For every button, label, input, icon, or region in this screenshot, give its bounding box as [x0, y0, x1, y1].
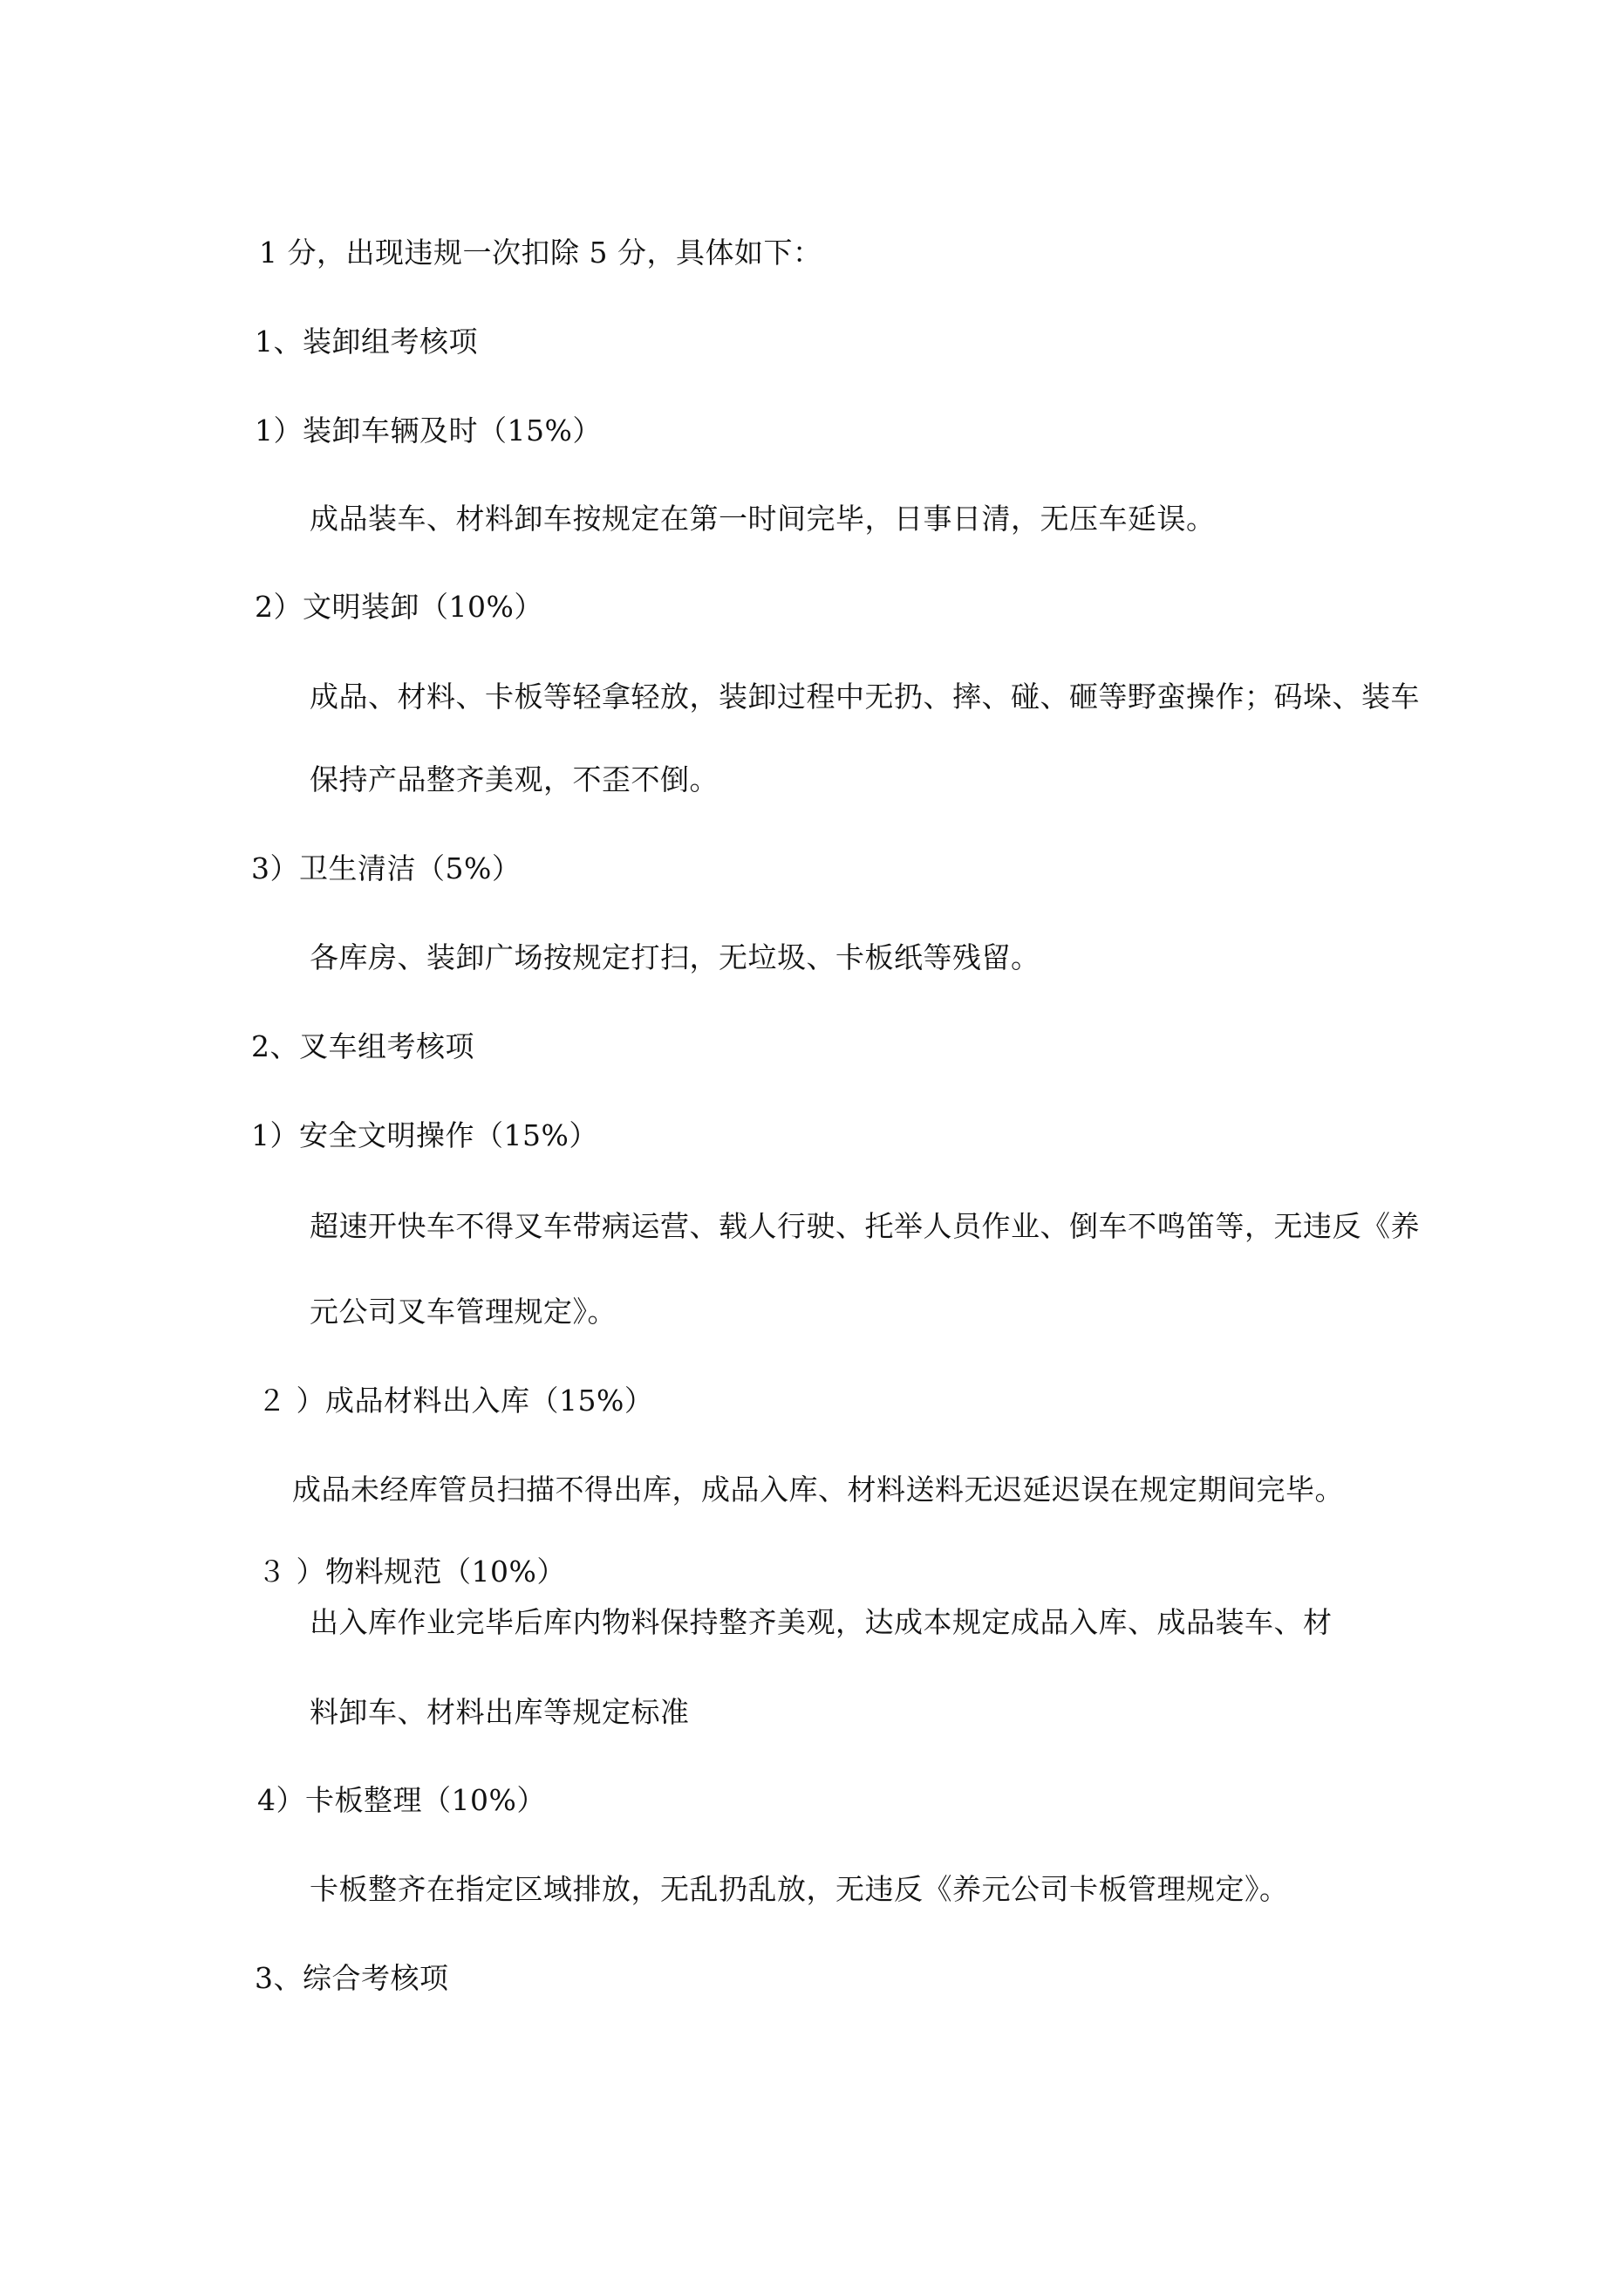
item-body-safe-operation-line1: 超速开快车不得叉车带病运营、载人行驶、托举人员作业、倒车不鸣笛等，无违反《养 [310, 1209, 1420, 1243]
item-title-material-standard: ３ ）物料规范（10%） [257, 1555, 566, 1589]
item-body-hygiene: 各库房、装卸广场按规定打扫，无垃圾、卡板纸等残留。 [310, 940, 1040, 974]
section-heading-loading-team: 1、装卸组考核项 [255, 325, 478, 359]
item-title-civilized-loading: 2）文明装卸（10%） [255, 590, 543, 624]
item-body-material-standard-line1: 出入库作业完毕后库内物料保持整齐美观，达成本规定成品入库、成品装车、材 [310, 1605, 1333, 1639]
item-body-civilized-loading-line1: 成品、材料、卡板等轻拿轻放，装卸过程中无扔、摔、碰、砸等野蛮操作；码垛、装车 [310, 680, 1420, 714]
section-heading-forklift-team: 2、叉车组考核项 [251, 1029, 474, 1063]
item-title-hygiene: 3）卫生清洁（5%） [251, 851, 522, 885]
item-title-timely-loading: 1）装卸车辆及时（15%） [255, 413, 602, 448]
item-title-inbound-outbound: ２ ）成品材料出入库（15%） [257, 1384, 654, 1418]
item-body-inbound-outbound: 成品未经库管员扫描不得出库，成品入库、材料送料无迟延迟误在规定期间完毕。 [292, 1473, 1344, 1507]
item-title-pallet-arrangement: 4）卡板整理（10%） [257, 1783, 546, 1817]
item-body-pallet-arrangement: 卡板整齐在指定区域排放，无乱扔乱放，无违反《养元公司卡板管理规定》。 [310, 1872, 1289, 1906]
item-body-timely-loading: 成品装车、材料卸车按规定在第一时间完毕，日事日清，无压车延误。 [310, 502, 1216, 536]
item-body-safe-operation-line2: 元公司叉车管理规定》。 [310, 1295, 617, 1329]
item-title-safe-operation: 1）安全文明操作（15%） [251, 1118, 598, 1152]
section-heading-comprehensive: 3、综合考核项 [255, 1961, 449, 1995]
item-body-material-standard-line2: 料卸车、材料出库等规定标准 [310, 1695, 690, 1729]
item-body-civilized-loading-line2: 保持产品整齐美观，不歪不倒。 [310, 762, 719, 796]
intro-paragraph: 1 分，出现违规一次扣除 5 分，具体如下： [259, 236, 822, 270]
